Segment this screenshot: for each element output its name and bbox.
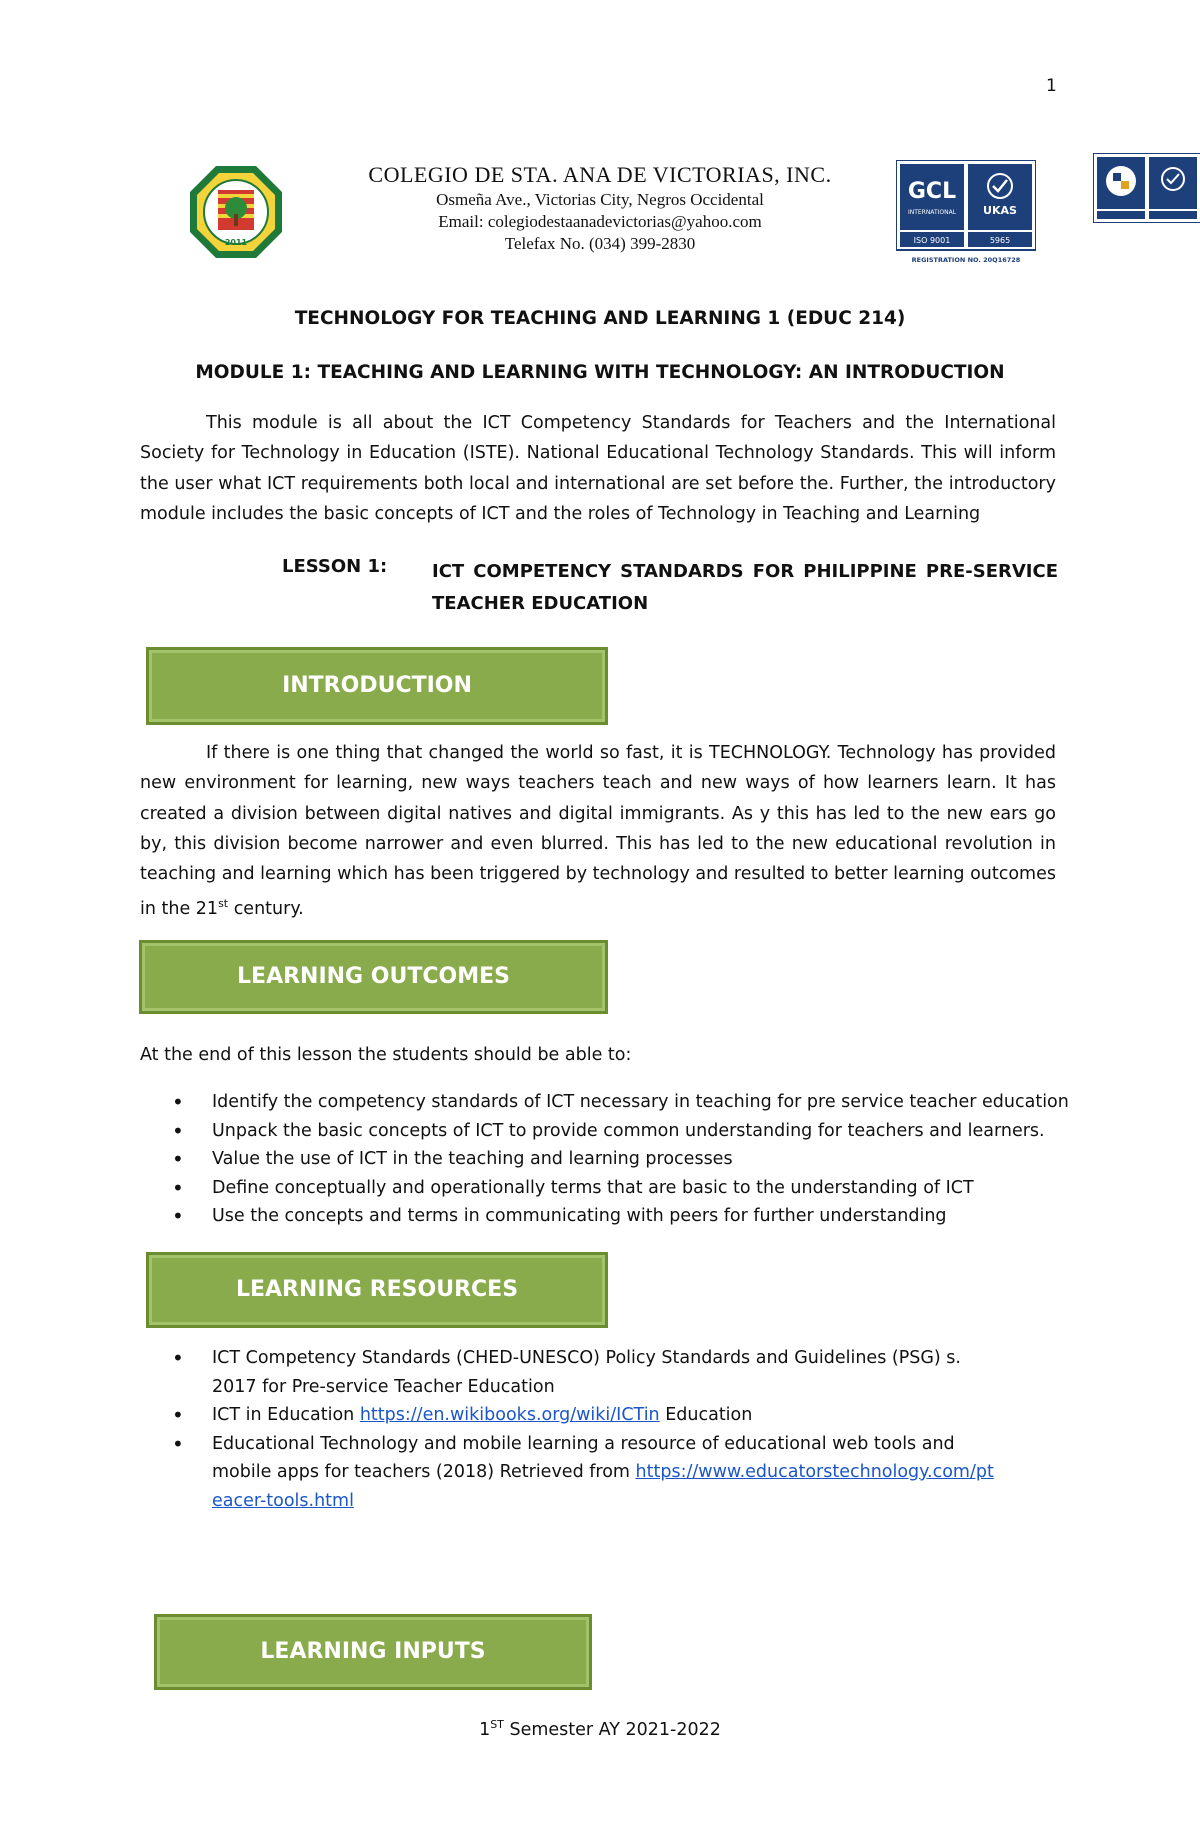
list-item: • Unpack the basic concepts of ICT to provide common understanding for teachers and learners. (140, 1117, 1070, 1146)
list-item: • Identify the competency standards of ICT necessary in teaching for pre service teacher education (140, 1088, 1070, 1117)
outcomes-list (140, 1088, 1070, 1231)
list-item (140, 1344, 1040, 1401)
outcomes-lead: At the end of this lesson the students should be able to: (140, 1045, 632, 1065)
learning-resources-heading: LEARNING RESOURCES (235, 1277, 519, 1302)
module-intro-paragraph: This module is all about the ICT Competency Standards for Teachers and the International Society for Technology in Education (ISTE). National Educational Technology Standards. This will inform the user what ICT requirements both local and international are set before the. Further, the introductory module includes the basic concepts of ICT and the roles of Technology in Teaching and Learning (140, 413, 1056, 524)
cert-iso-text: ISO 9001 (913, 236, 951, 245)
list-item (140, 1430, 1040, 1516)
institution-address: Osmeña Ave., Victorias City, Negros Occidental (436, 190, 764, 209)
learning-outcomes-heading: LEARNING OUTCOMES (237, 964, 510, 989)
institution-name: COLEGIO DE STA. ANA DE VICTORIAS, INC. (368, 162, 832, 187)
introduction-paragraph (140, 738, 1056, 925)
module-title: MODULE 1: TEACHING AND LEARNING WITH TECHNOLOGY: AN INTRODUCTION (195, 362, 1005, 383)
learning-resources-heading-box (146, 1252, 608, 1328)
cert-ukas-text: UKAS (983, 204, 1017, 217)
resources-list (140, 1344, 1040, 1515)
resource-2-text: ICT in Education (212, 1405, 360, 1425)
footer-sup: ST (490, 1718, 504, 1731)
learning-outcomes-heading-box (139, 940, 608, 1014)
lesson-title: ICT COMPETENCY STANDARDS FOR PHILIPPINE PRE-SERVICE TEACHER EDUCATION (432, 561, 1058, 614)
gcl-ukas-certification-logo (896, 160, 1036, 266)
learning-inputs-heading-box (154, 1614, 592, 1690)
introduction-end: century. (228, 899, 304, 920)
introduction-heading-box (146, 647, 608, 725)
introduction-heading: INTRODUCTION (282, 673, 472, 698)
wikibooks-link[interactable]: https://en.wikibooks.org/wiki/ICTin (359, 1405, 660, 1425)
learning-inputs-heading: LEARNING INPUTS (260, 1639, 486, 1664)
list-item: • Value the use of ICT in the teaching and learning processes (140, 1145, 1070, 1174)
page-footer (0, 1718, 1200, 1740)
footer-text: Semester AY 2021-2022 (503, 1719, 721, 1740)
cert-registration: REGISTRATION NO. 20Q16728 (911, 256, 1021, 264)
list-item: • Use the concepts and terms in communicating with peers for further understanding (140, 1202, 1070, 1231)
resource-1-text: ICT Competency Standards (CHED-UNESCO) Policy Standards and Guidelines (PSG) s. 2017 for Pre-service Teacher Education (212, 1348, 961, 1397)
list-item (140, 1401, 1040, 1430)
resource-3-text: Educational Technology and mobile learning a resource of educational web tools and mobile apps for teachers (2018) Retrieved from (212, 1433, 955, 1482)
footer-prefix: 1 (479, 1719, 491, 1740)
iso-ukas-badge-logo (1093, 153, 1200, 223)
educatorstechnology-link[interactable]: https://www.educatorstechnology.com/pteacer-tools.html (212, 1462, 994, 1511)
cert-gcl-sub: INTERNATIONAL (907, 209, 957, 216)
institution-telefax: Telefax No. (034) 399-2830 (504, 234, 696, 253)
lesson-label: LESSON 1: (282, 556, 388, 577)
introduction-sup: st (218, 897, 229, 911)
cert-gcl-brand: GCL (907, 179, 957, 204)
list-item: • Define conceptually and operationally terms that are basic to the understanding of ICT (140, 1174, 1070, 1203)
introduction-text: If there is one thing that changed the world so fast, it is TECHNOLOGY. Technology has provided new environment for learning, new ways teachers teach and new ways of how learners learn. It has created a division between digital natives and digital immigrants. As y this has led to the new ears go by, this division become narrower and even blurred. This has led to the new educational revolution in teaching and learning which has been triggered by technology and resulted to better learning outcomes in the 21 (140, 743, 1056, 920)
resource-2-after: Education (659, 1405, 753, 1425)
course-title: TECHNOLOGY FOR TEACHING AND LEARNING 1 (EDUC 214) (294, 308, 906, 329)
page-number: 1 (1046, 76, 1057, 96)
institution-email: Email: colegiodestaanadevictorias@yahoo.com (438, 212, 762, 231)
cert-iso-number: 5965 (989, 236, 1011, 245)
school-seal-logo (188, 164, 284, 260)
seal-year: 2011 (224, 238, 248, 247)
